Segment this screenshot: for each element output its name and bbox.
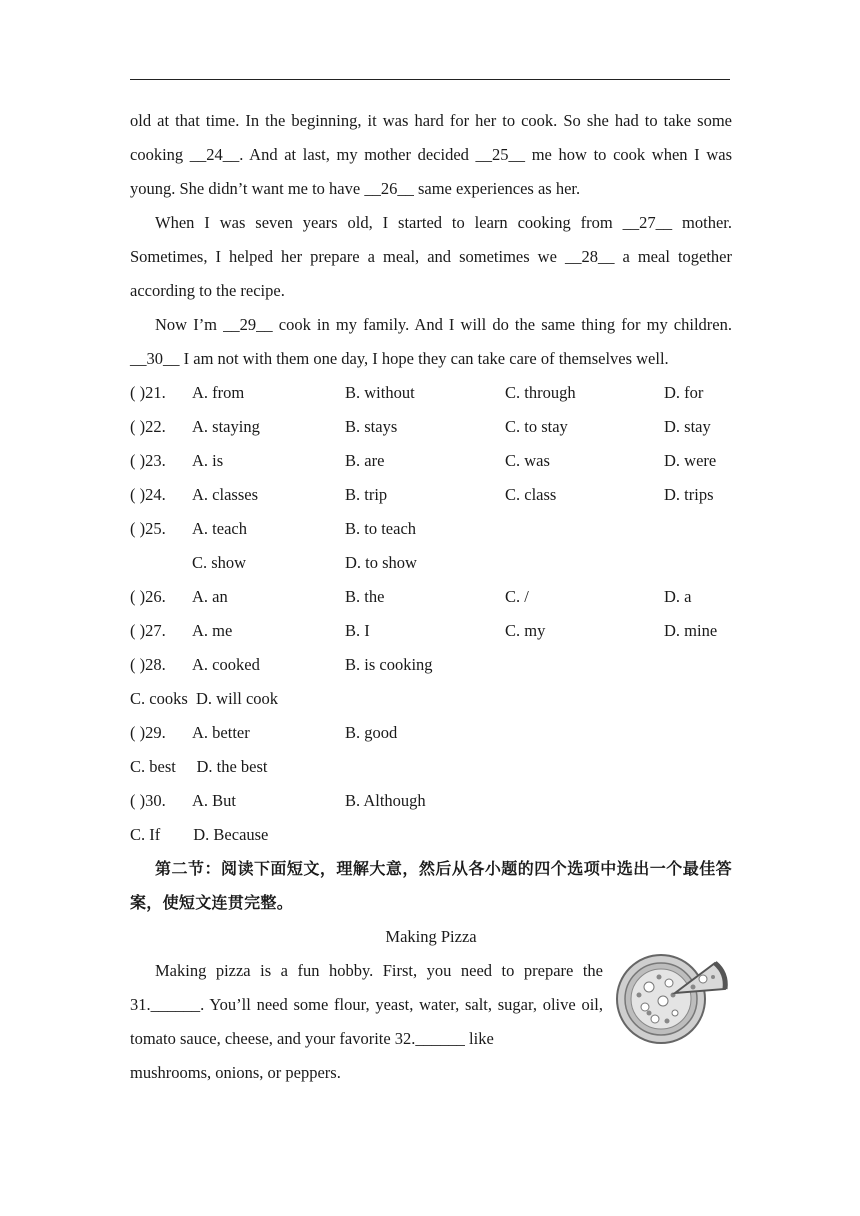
option-a: A. teach	[192, 519, 247, 538]
question-number: ( )24.	[130, 485, 166, 504]
question-23	[130, 444, 732, 478]
question-number: ( )25.	[130, 519, 166, 538]
passage-2-title: Making Pizza	[385, 927, 477, 946]
question-number: ( )30.	[130, 791, 166, 810]
option-b: B. to teach	[345, 519, 417, 538]
option-b: B. good	[345, 723, 398, 742]
option-b: B. trip	[345, 485, 388, 504]
option-d: D. mine	[664, 621, 718, 640]
passage-2-body	[130, 954, 732, 1090]
option-a: A. classes	[192, 485, 258, 504]
question-number: ( )21.	[130, 383, 166, 402]
section-2-instruction: 第二节：阅读下面短文，理解大意，然后从各小题的四个选项中选出一个最佳答案，使短文连贯完整。	[130, 859, 732, 912]
options-c-d: C. cooks D. will cook	[130, 689, 279, 708]
option-a: A. better	[192, 723, 250, 742]
option-b: B. is cooking	[345, 655, 433, 674]
option-c: C. show	[192, 553, 247, 572]
option-d: D. a	[664, 587, 692, 606]
question-30-continued	[130, 818, 732, 852]
passage-paragraph-1: old at that time. In the beginning, it was hard for her to cook. So she had to take some cooking __24__. And at last, my mother decided __25__ me how to cook when I was young. She didn’t want me to have __26__ same experiences as her.	[130, 111, 732, 198]
option-d: D. for	[664, 383, 704, 402]
header-rule	[130, 79, 730, 80]
option-b: B. stays	[345, 417, 398, 436]
question-number: ( )23.	[130, 451, 166, 470]
option-c: C. /	[505, 587, 529, 606]
question-28	[130, 648, 732, 682]
passage-paragraph-2: When I was seven years old, I started to learn cooking from __27__ mother. Sometimes, I helped her prepare a meal, and sometimes we __28__ a meal together according to the recipe.	[130, 213, 732, 300]
question-25	[130, 512, 732, 546]
option-b: B. Although	[345, 791, 426, 810]
question-25-continued	[130, 546, 732, 580]
option-c: C. class	[505, 485, 557, 504]
question-22	[130, 410, 732, 444]
option-a: A. from	[192, 383, 245, 402]
option-d: D. to show	[345, 553, 417, 572]
option-a: A. is	[192, 451, 224, 470]
option-b: B. I	[345, 621, 370, 640]
question-24	[130, 478, 732, 512]
question-number: ( )22.	[130, 417, 166, 436]
option-d: D. were	[664, 451, 717, 470]
question-number: ( )26.	[130, 587, 166, 606]
option-a: A. cooked	[192, 655, 260, 674]
pizza-icon	[615, 949, 731, 1047]
option-a: A. me	[192, 621, 233, 640]
options-c-d: C. best D. the best	[130, 757, 268, 776]
option-c: C. was	[505, 451, 550, 470]
question-21	[130, 376, 732, 410]
question-29	[130, 716, 732, 750]
question-29-continued	[130, 750, 732, 784]
passage-2-paragraph: Making pizza is a fun hobby. First, you need to prepare the 31.______. You’ll need some flour, yeast, water, salt, sugar, olive oil, tomato sauce, cheese, and your favorite 32.______ like	[130, 961, 603, 1048]
option-c: C. my	[505, 621, 546, 640]
question-30	[130, 784, 732, 818]
question-number: ( )29.	[130, 723, 166, 742]
question-27	[130, 614, 732, 648]
question-number: ( )27.	[130, 621, 166, 640]
passage-paragraph-3: Now I’m __29__ cook in my family. And I will do the same thing for my children. __30__ I am not with them one day, I hope they can take care of themselves well.	[130, 315, 732, 368]
question-28-continued	[130, 682, 732, 716]
option-a: A. But	[192, 791, 237, 810]
option-c: C. through	[505, 383, 576, 402]
option-b: B. the	[345, 587, 385, 606]
option-d: D. trips	[664, 485, 714, 504]
option-d: D. stay	[664, 417, 711, 436]
option-a: A. staying	[192, 417, 260, 436]
question-number: ( )28.	[130, 655, 166, 674]
option-c: C. to stay	[505, 417, 568, 436]
option-b: B. without	[345, 383, 415, 402]
document-page	[130, 104, 732, 1090]
option-a: A. an	[192, 587, 228, 606]
question-26	[130, 580, 732, 614]
options-c-d: C. If D. Because	[130, 825, 269, 844]
option-b: B. are	[345, 451, 385, 470]
passage-2-last-line: mushrooms, onions, or peppers.	[130, 1063, 341, 1082]
